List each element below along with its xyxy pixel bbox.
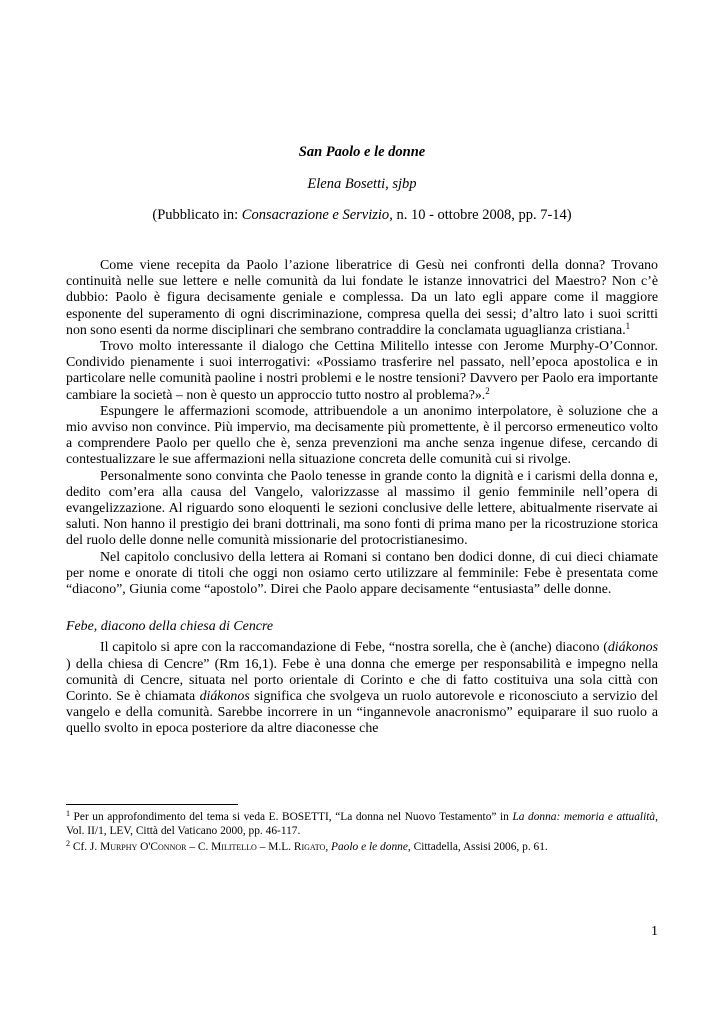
publication-journal: Consacrazione e Servizio (241, 207, 390, 223)
paragraph-3: Espungere le affermazioni scomode, attribuendole a un anonimo interpolatore, è soluzione che a mio avviso non convince. Più impervio, ma decisamente più promettente, è il percorso ermeneutico volto a comprendere Paolo per quello che è, senza prevenzioni ma anche senza ingenue difese, cercando di contestualizzare le sue affermazioni nella situazione concreta delle comunità cui si rivolge. (66, 403, 658, 468)
paragraph-6-text-c: significa che svolgeva un ruolo autorevole e riconosciuto a servizio del vangelo e della comunità. Sarebbe incorrere in un “ingannevole anacronismo” equiparare il suo ruolo a quello svolto in epoca posteriore da altre diaconesse che (66, 689, 658, 737)
footnote-1-text-a: Per un approfondimento del tema si veda E. BOSETTI, “La donna nel Nuovo Testamento” in (70, 811, 513, 823)
footnote-2-author-1: Murphy O'Connor (100, 841, 187, 853)
footnote-2 (66, 840, 658, 854)
footnote-2-text-b: – C. (186, 841, 212, 853)
document-author: Elena Bosetti, sjbp (307, 176, 417, 192)
greek-term-1: diákonos (607, 640, 658, 656)
publication-prefix: (Pubblicato in: (152, 207, 242, 223)
greek-term-2: diákonos (199, 689, 250, 705)
footnote-2-title: Paolo e le donne (331, 841, 408, 853)
paragraph-6-text-b: ) della chiesa di Cencre” (Rm 16,1). Febe è una donna che emerge per responsabilità e impegno nella comunità di Cencre, situata nel porto orientale di Corinto e che di fatto costituiva una sola città con Corinto. Se è chiamata (66, 656, 658, 705)
publication-info (66, 207, 658, 224)
paragraph-4: Personalmente sono convinta che Paolo tenesse in grande conto la dignità e i carismi della donna e, dedito com’era alla causa del Vangelo, valorizzasse al massimo il genio femminile nell’opera di evangelizzazione. Al riguardo sono eloquenti le sezioni conclusive delle lettere, abitualmente riservate ai saluti. Non hanno il prestigio dei brani dottrinali, ma sono fonti di prima mano per la ricostruzione storica del ruolo delle donne nelle comunità missionarie del protocristianesimo. (66, 468, 658, 549)
footnote-1-title: La donna: memoria e attualità (512, 811, 656, 823)
paragraph-6-text-a: Il capitolo si apre con la raccomandazione di Febe, “nostra sorella, che è (anche) diacono ( (100, 640, 608, 656)
footnote-ref-1[interactable]: 1 (625, 320, 631, 331)
publication-suffix: , n. 10 - ottobre 2008, pp. 7-14) (389, 207, 572, 223)
footnote-2-text-e: , Cittadella, Assisi 2006, p. 61. (407, 841, 548, 853)
footnote-1-text-b: , Vol. II/1, LEV, Città del Vaticano 2000, pp. 46-117. (66, 811, 658, 837)
footnote-1-mark: 1 (66, 809, 70, 818)
footnotes (66, 810, 658, 856)
paragraph-1 (66, 258, 658, 339)
footnote-ref-2[interactable]: 2 (485, 385, 490, 396)
footnote-2-author-2: Militello (211, 841, 257, 853)
paragraph-6 (66, 640, 658, 737)
footnote-2-author-3: Rigato (293, 841, 326, 853)
document-body (66, 258, 658, 738)
paragraph-5: Nel capitolo conclusivo della lettera ai Romani si contano ben dodici donne, di cui dieci chiamate per nome e onorate di titoli che oggi non osiamo certo utilizzare al femminile: Febe è presentata come “diacono”, Giunia come “apostolo”. Direi che Paolo appare decisamente “entusiasta” delle donne. (66, 549, 658, 598)
footnote-2-mark: 2 (66, 839, 70, 848)
footnote-2-text-d: , (325, 841, 332, 853)
paragraph-2 (66, 339, 658, 404)
paragraph-2-text: Trovo molto interessante il dialogo che Cettina Militello intesse con Jerome Murphy-O’Connor. Condivido pienamente i suoi interrogativi: «Possiamo trasferire nel passato, nell’epoca apostolica e in particolare nelle comunità paoline i nostri problemi e le nostre tensioni? Davvero per Paolo era importante cambiare la società – non è questo un approccio tutto nostro al problema?». (66, 339, 658, 403)
section-heading: Febe, diacono della chiesa di Cencre (66, 619, 274, 635)
page-number: 1 (651, 924, 658, 939)
footnote-1 (66, 810, 658, 838)
document-title: San Paolo e le donne (298, 144, 426, 160)
footnote-2-text-c: – M.L. (256, 841, 294, 853)
paragraph-1-text: Come viene recepita da Paolo l’azione liberatrice di Gesù nei confronti della donna? Trovano continuità nelle sue lettere e nelle comunità da lui fondate le istanze innovatrici del Maestro? Non c’è dubbio: Paolo è figura decisamente geniale e complessa. Da un lato egli appare come il maggiore esponente del superamento di ogni discriminazione, compresa quella dei sessi; d’altro lato i suoi scritti non sono esenti da norme disciplinari che sembrano contraddire la conclamata uguaglianza cristiana. (66, 258, 658, 338)
footnote-2-text-a: Cf. J. (70, 841, 101, 853)
footnote-separator (66, 804, 238, 805)
